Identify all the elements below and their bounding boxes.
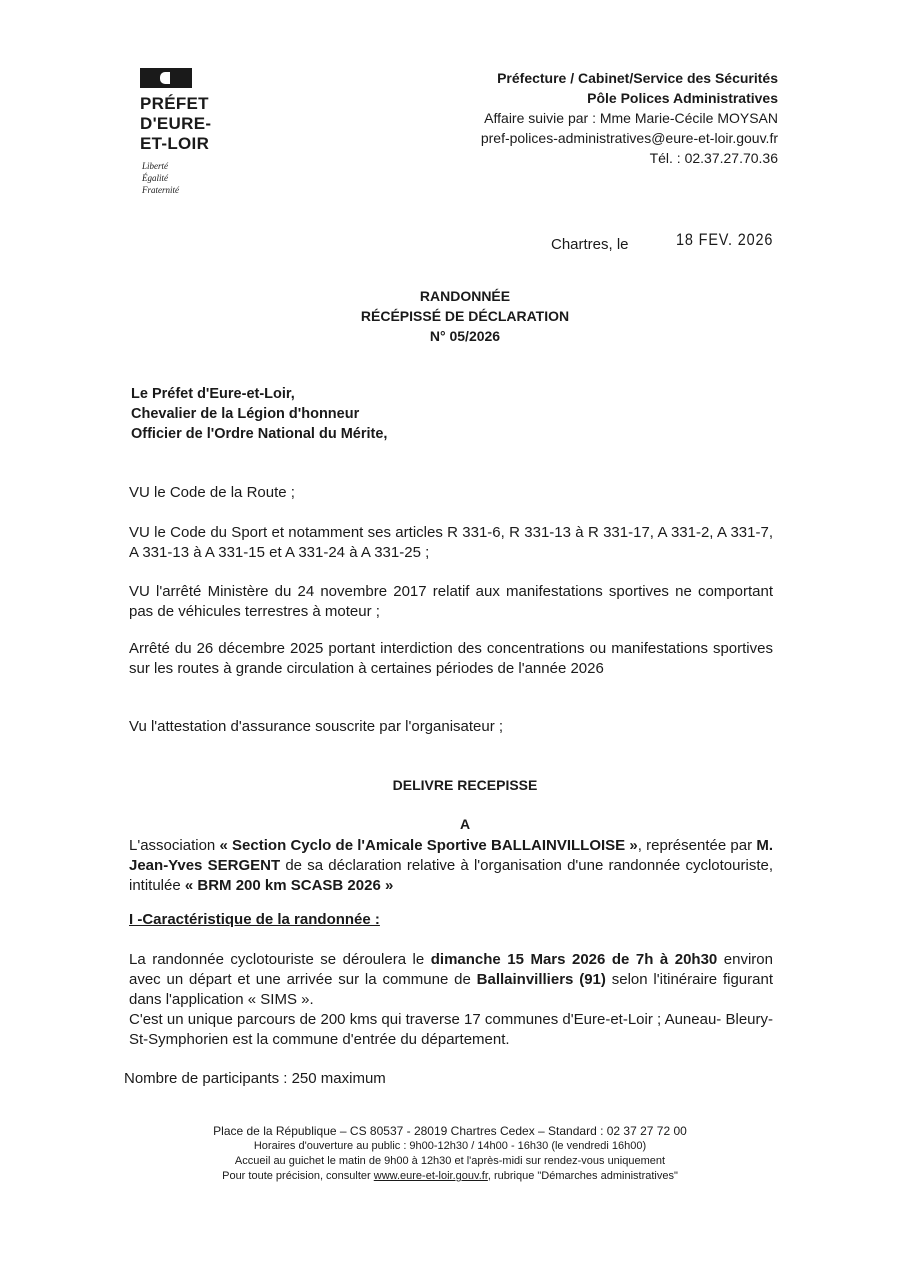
footer-info-text: , rubrique "Démarches administratives" (487, 1170, 678, 1182)
footer-info (0, 1169, 900, 1184)
parcours-paragraph: C'est un unique parcours de 200 kms qui traverse 17 communes d'Eure-et-Loir ; Auneau- Bleury-St-Symphorien est la commune d'entrée du département. (129, 1011, 773, 1048)
website-link[interactable]: www.eure-et-loir.gouv.fr (373, 1170, 488, 1182)
section1-heading: I -Caractéristique de la randonnée : (129, 911, 380, 928)
visa-assurance: Vu l'attestation d'assurance souscrite par l'organisateur ; (129, 718, 504, 735)
prefet-line: Le Préfet d'Eure-et-Loir, (131, 386, 295, 402)
event-name: « BRM 200 km SCASB 2026 » (184, 877, 394, 894)
contact-phone: Tél. : 02.37.27.70.36 (649, 150, 778, 166)
pole-name: Pôle Polices Administratives (587, 90, 778, 106)
visa-arrete-interdiction: Arrêté du 26 décembre 2025 portant interdiction des concentrations ou manifestations sportives sur les routes à grande circulation à certaines périodes de l'année 2026 (129, 640, 773, 677)
footer (0, 1124, 900, 1184)
visa-code-sport: VU le Code du Sport et notamment ses articles R 331-6, R 331-13 à R 331-17, A 331-2, A 331-7, A 331-13 à A 331-15 et A 331-24 à A 331-25 ; (129, 524, 773, 561)
section1-text: La randonnée cyclotouriste se déroulera le (129, 951, 431, 968)
footer-reception: Accueil au guichet le matin de 9h00 à 12h30 et l'après-midi sur rendez-vous uniquement (234, 1155, 666, 1167)
logo-title-line: PRÉFET (140, 94, 209, 113)
footer-info-text: Pour toute précision, consulter (222, 1170, 374, 1182)
title-line: RANDONNÉE (419, 288, 511, 304)
logo-title-line: ET-LOIR (140, 134, 210, 153)
visa-code-route: VU le Code de la Route ; (129, 484, 295, 501)
title-line: RÉCÉPISSÉ DE DÉCLARATION (360, 308, 570, 324)
section1-text: selon l'itinéraire figurant dans l'application « SIMS ». (129, 971, 773, 1008)
prefet-line: Officier de l'Ordre National du Mérite, (131, 426, 388, 442)
date-place: Chartres, le (551, 236, 629, 253)
logo-title-line: D'EURE- (140, 114, 212, 133)
assoc-text: L'association (129, 837, 220, 854)
motto-line: Égalité (142, 173, 168, 183)
prefet-logo-title (140, 94, 211, 154)
sender-block (481, 68, 778, 168)
section1-paragraph (129, 950, 773, 1010)
assoc-representative: M. Jean-Yves SERGENT (129, 837, 773, 874)
prefet-block (131, 384, 387, 444)
association-paragraph (129, 836, 773, 896)
motto-line: Fraternité (142, 185, 179, 195)
participants-count: Nombre de participants : 250 maximum (124, 1070, 386, 1087)
republic-motto (142, 160, 179, 196)
visa-arrete-ministere: VU l'arrêté Ministère du 24 novembre 2017 relatif aux manifestations sportives ne comportant pas de véhicules terrestres à moteur ; (129, 583, 773, 620)
assoc-text: de sa déclaration relative à l'organisation d'une randonnée cyclotouriste, intitulée (129, 857, 773, 894)
delivre-a: A (459, 816, 471, 832)
document-title (0, 286, 900, 346)
section1-text: environ avec un départ et une arrivée sur la commune de (129, 951, 773, 988)
date-stamp: 18 FEV. 2026 (676, 230, 774, 249)
footer-address: Place de la République – CS 80537 - 28019 Chartres Cedex – Standard : 02 37 27 72 00 (213, 1124, 687, 1138)
assoc-name: « Section Cyclo de l'Amicale Sportive BALLAINVILLOISE » (219, 837, 638, 854)
delivre-heading: DELIVRE RECEPISSE (392, 777, 538, 793)
motto-line: Liberté (142, 161, 168, 171)
service-name: Préfecture / Cabinet/Service des Sécurités (497, 70, 778, 86)
footer-hours: Horaires d'ouverture au public : 9h00-12h30 / 14h00 - 16h30 (le vendredi 16h00) (253, 1140, 647, 1152)
marianne-logo-icon (140, 68, 192, 88)
case-officer: Affaire suivie par : Mme Marie-Cécile MOYSAN (484, 110, 778, 126)
event-location: Ballainvilliers (91) (476, 971, 606, 988)
title-line: N° 05/2026 (429, 328, 501, 344)
contact-email[interactable]: pref-polices-administratives@eure-et-loir.gouv.fr (480, 130, 778, 146)
assoc-text: , représentée par (637, 837, 757, 854)
event-date: dimanche 15 Mars 2026 de 7h à 20h30 (430, 951, 718, 968)
prefet-line: Chevalier de la Légion d'honneur (131, 406, 360, 422)
